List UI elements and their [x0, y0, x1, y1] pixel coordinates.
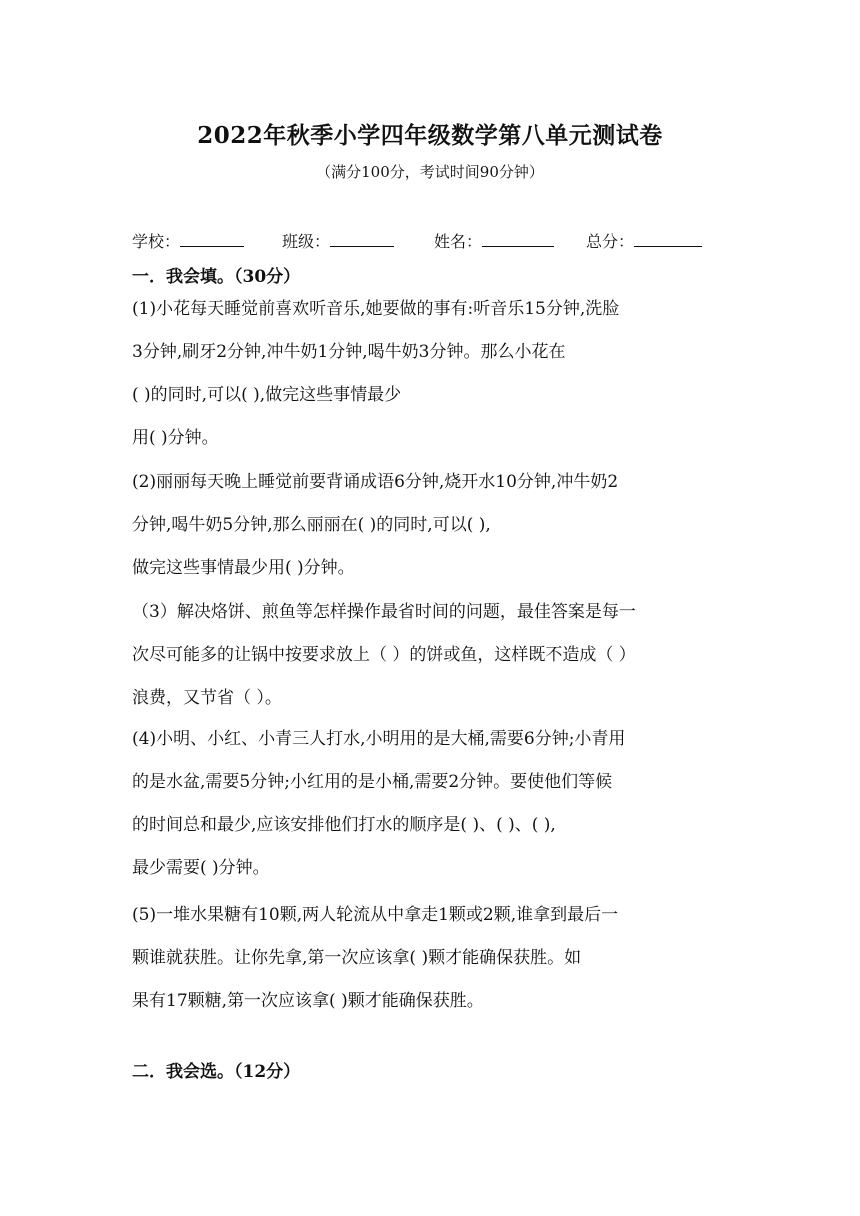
name-blank[interactable]	[482, 230, 554, 247]
q3-line-1: （3）解决烙饼、煎鱼等怎样操作最省时间的问题，最佳答案是每一	[132, 602, 636, 622]
q5-line-3: 果有17颗糖,第一次应该拿( )颗才能确保获胜。	[132, 991, 484, 1011]
q2-line-2: 分钟,喝牛奶5分钟,那么丽丽在( )的同时,可以( ),	[132, 515, 491, 535]
total-label: 总分：	[586, 232, 635, 251]
q1-line-4: 用( )分钟。	[132, 428, 219, 448]
q3-line-2: 次尽可能多的让锅中按要求放上（ ）的饼或鱼，这样既不造成（ ）	[132, 645, 636, 665]
q4-line-2: 的是水盆,需要5分钟;小红用的是小桶,需要2分钟。要使他们等候	[132, 772, 613, 792]
class-label: 班级：	[282, 232, 331, 251]
class-blank[interactable]	[330, 230, 394, 247]
section-1-heading: 一．我会填。（30分）	[132, 267, 301, 287]
exam-subtitle: （满分100分，考试时间90分钟）	[316, 163, 544, 181]
name-label: 姓名：	[434, 232, 483, 251]
q3-line-3: 浪费，又节省（ ）。	[132, 688, 282, 708]
exam-title: 2022年秋季小学四年级数学第八单元测试卷	[197, 122, 663, 149]
question-4	[132, 718, 732, 890]
class-field	[282, 229, 434, 252]
school-label: 学校：	[132, 232, 181, 251]
q1-line-1: (1)小花每天睡觉前喜欢听音乐,她要做的事有:听音乐15分钟,洗脸	[132, 299, 620, 319]
q1-line-2: 3分钟,刷牙2分钟,冲牛奶1分钟,喝牛奶3分钟。那么小花在	[132, 342, 566, 362]
question-2	[132, 461, 732, 590]
school-field	[132, 229, 282, 252]
q2-line-1: (2)丽丽每天晚上睡觉前要背诵成语6分钟,烧开水10分钟,冲牛奶2	[132, 472, 619, 492]
question-3	[132, 591, 732, 720]
name-field	[434, 229, 586, 252]
student-info-row	[132, 229, 728, 252]
question-5	[132, 894, 732, 1023]
school-blank[interactable]	[180, 230, 244, 247]
q5-line-2: 颗谁就获胜。让你先拿,第一次应该拿( )颗才能确保获胜。如	[132, 948, 582, 968]
question-1	[132, 288, 732, 460]
total-blank[interactable]	[634, 230, 702, 247]
section-2-heading: 二．我会选。（12分）	[132, 1062, 301, 1082]
q4-line-3: 的时间总和最少,应该安排他们打水的顺序是( )、( )、( ),	[132, 815, 556, 835]
q1-line-3: ( )的同时,可以( ),做完这些事情最少	[132, 385, 402, 405]
q4-line-4: 最少需要( )分钟。	[132, 858, 270, 878]
q5-line-1: (5)一堆水果糖有10颗,两人轮流从中拿走1颗或2颗,谁拿到最后一	[132, 905, 619, 925]
q4-line-1: (4)小明、小红、小青三人打水,小明用的是大桶,需要6分钟;小青用	[132, 729, 626, 749]
total-field	[586, 229, 702, 252]
q2-line-3: 做完这些事情最少用( )分钟。	[132, 558, 355, 578]
